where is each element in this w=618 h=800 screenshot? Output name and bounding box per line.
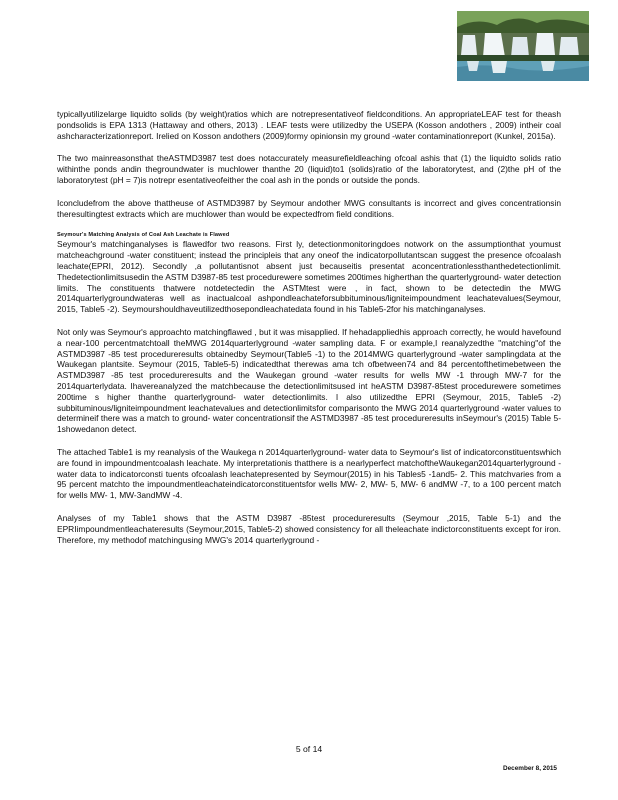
header-photo xyxy=(457,11,589,81)
body-paragraph: The attached Table1 is my reanalysis of the Waukega n 2014quarterlyground- water data to Seymour's list of indicatorconstituentswhich are found in impoundmentcoalash leachate. My interpretationis thatthere is a nearlyperfect matchoftheWaukegan2014quarterlyground -water data to indicatorconsti tuents ofcoalash leachatepresented by Seymour(2015) in his Tables5 -1and5- 2. This matchvaries from a 95 percent matchto the impoundmentleachateindicatorconstituentsfor wells MW- 2, MW- 5, MW- 6 andMW -7, to a 100 percent match for wells MW- 1, MW-3andMW -4. xyxy=(57,446,561,501)
page-number: 5 of 14 xyxy=(295,744,323,754)
document-body xyxy=(57,109,561,557)
body-paragraph: The two mainreasonsthat theASTMD3987 test does notaccurately measurefieldleaching ofcoal ashis that (1) the liquidto solids ratio withinthe ponds andin thegroundwater is muchlower thanthe 20 (liquid)to1 (solids)ratio of the laboratorytest, and (2)the pH of the laboratorytest (pH = 7)is notrepr esentativeofeither the coal ash in the ponds or outside the ponds. xyxy=(57,153,561,185)
body-paragraph: Iconcludefrom the above thattheuse of ASTMD3987 by Seymour andother MWG consultants is incorrect and gives concentrationsin theresultingtest extracts which are muchlower than would be expectedfrom field conditions. xyxy=(57,197,561,219)
body-paragraph: typicallyutilizelarge liquidto solids (by weight)ratios which are notrepresentativeof fieldconditions. An appropriateLEAF test for theash pondsolids is EPA 1313 (Hattaway and others, 2013) . LEAF tests were utilizedby the USEPA (Kosson andothers , 2009) intheir coal ashcharacterizationreport. Irelied on Kosson andothers (2009)formy opinionsin my ground -water contaminationreport (Kunkel, 2015a). xyxy=(57,109,561,141)
waterfall-image xyxy=(457,11,589,81)
section-heading: Seymour's Matching Analysis of Coal Ash Leachate is Flawed xyxy=(57,232,230,239)
footer-date: December 8, 2015 xyxy=(502,765,557,772)
body-paragraph: Not only was Seymour's approachto matchingflawed , but it was misapplied. If hehadappliedhis approach correctly, he would havefound a near-100 percentmatchtoall theMWG 2014quarterlyground -water sampling data. F or example,I reanalyzedthe "matching"of the ASTMD3987 -85 test procedureresults obtainedby Seymour(Table5 -1) to the 2014MWG quarterlyground -water samplingdata at the Waukegan plantsite. Seymour (2015, Table5-5) indicatedthat therewas ama tch ofbetween74 and 84 percentofthetimebetween the ASTMD3987 -85 test procedureresults and the Waukegan ground -water results for wells MW -1 through MW-7 for the 2014quarterlydata. Ihavereanalyzed the matchbecause the detectionlimitsused int heASTM D3987-85test procedurewere sometimes 200time s higher thanthe quarterlyground- water detectionlimits. I also utilizedthe EPRI (Seymour, 2015, Table5 -2) subbituminous/ligniteimpoundment leachatevalues and detectionlimitsfor comparisonto the MWG 2014 quarterlyground -water values to determineif there was a match to ground- water concentrationsif the ASTMD3987 -85 test procedureresults inSeymour's (2015) Table 5-1showedanon detect. xyxy=(57,326,561,435)
body-paragraph: Seymour's matchinganalyses is flawedfor two reasons. First ly, detectionmonitoringdoes notwork on the assumptionthat youmust matcheachground -water constituent; instead the principleis that any oneof the indicatorpollutantscan suggest the presence ofcoalash leachate(EPRI, 2012). Secondly ,a pollutantisnot absent just becauseitis presentat aconcentrationlessthanthedetectionlimit. Thedetectionlimitsusedin the ASTM D3987-85 test procedurewere sometimes 200times higherthan the quarterlyground- water detection limits. The constituents thatwere notdetectedin the ASTMtest were , in fact, shown to be detectedin the MWG 2014quarterlygroundwateras well as inactualcoal ashpondleachateforsubbituminous/ligniteimpoundment leachatevalues(Seymour, 2015, Table5 -2). Seymourshouldhaveutilizedthosepondleachatedata found in his Table5-2for his matchinganalyses. xyxy=(57,239,561,315)
body-paragraph: Analyses of my Table1 shows that the ASTM D3987 -85test procedureresults (Seymour ,2015, Table 5-1) and the EPRIimpoundmentleachateresults (Seymour,2015, Table5-2) showed consistency for all theleachate indictorconstituents except for iron. Therefore, my methodof matchingusing MWG's 2014 quarterlyground - xyxy=(57,512,561,545)
